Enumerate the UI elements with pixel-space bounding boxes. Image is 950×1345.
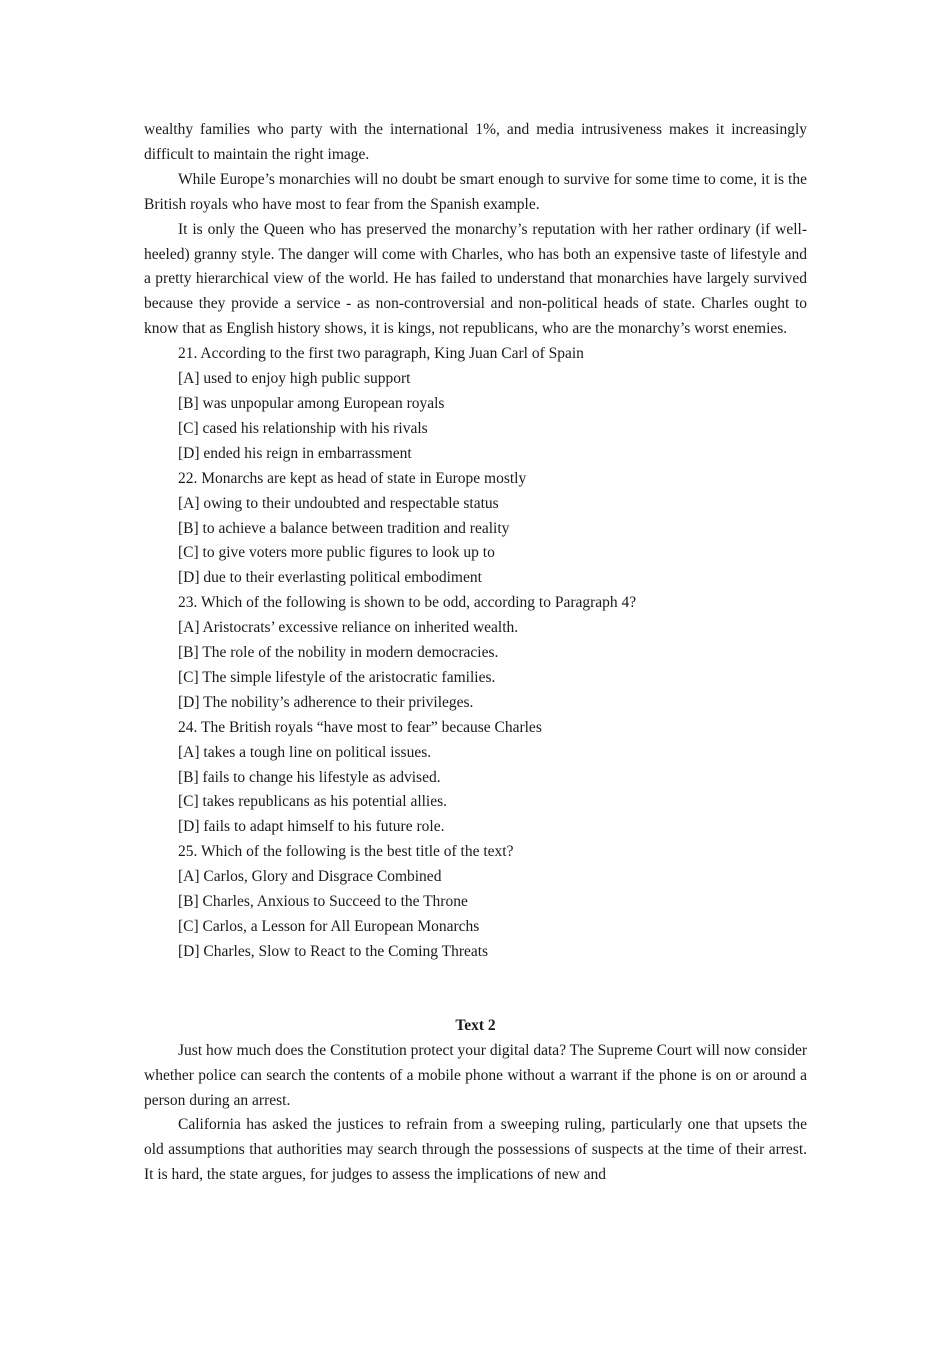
- question-option: [D] The nobility’s adherence to their privileges.: [178, 693, 474, 711]
- question-stem: 23. Which of the following is shown to be odd, according to Paragraph 4?: [178, 594, 637, 612]
- document-page: [144, 118, 807, 1188]
- text2-paragraph-2: California has asked the justices to refrain from a sweeping ruling, particularly one that upsets the old assumptions that authorities may search through the possessions of suspects at the time of their arrest. It is hard, the state argues, for judges to assess the implications of new and: [144, 1116, 807, 1184]
- text2-paragraph-1: Just how much does the Constitution protect your digital data? The Supreme Court will now consider whether police can search the contents of a mobile phone without a warrant if the phone is on or around a person during an arrest.: [144, 1041, 807, 1109]
- text1-paragraph-2: While Europe’s monarchies will no doubt be smart enough to survive for some time to come, it is the British royals who have most to fear from the Spanish example.: [144, 170, 807, 213]
- section-spacer: [144, 965, 807, 1014]
- question-24: [144, 716, 807, 841]
- question-option: [D] fails to adapt himself to his future role.: [178, 818, 445, 836]
- question-stem: 21. According to the first two paragraph, King Juan Carl of Spain: [178, 345, 584, 363]
- text1-paragraph-3: It is only the Queen who has preserved the monarchy’s reputation with her rather ordinary (if well-heeled) granny style. The danger will come with Charles, who has both an expensive taste of lifestyle and a pretty hierarchical view of the world. He has failed to understand that monarchies have largely survived because they provide a service - as non-controversial and non-political heads of state. Charles ought to know that as English history shows, it is kings, not republicans, who are the monarchy’s worst enemies.: [144, 220, 807, 338]
- question-stem: 22. Monarchs are kept as head of state in Europe mostly: [178, 469, 527, 487]
- question-option: [D] Charles, Slow to React to the Coming Threats: [178, 942, 489, 960]
- question-option: [A] Carlos, Glory and Disgrace Combined: [178, 868, 442, 886]
- text1-paragraph-1: wealthy families who party with the international 1%, and media intrusiveness makes it increasingly difficult to maintain the right image.: [144, 121, 807, 163]
- question-option: [C] The simple lifestyle of the aristocratic families.: [178, 668, 496, 686]
- question-option: [B] was unpopular among European royals: [178, 394, 445, 412]
- question-option: [B] fails to change his lifestyle as advised.: [178, 768, 441, 786]
- question-option: [B] to achieve a balance between tradition and reality: [178, 519, 510, 537]
- question-option: [D] due to their everlasting political embodiment: [178, 569, 482, 587]
- question-option: [A] used to enjoy high public support: [178, 370, 411, 388]
- question-option: [C] takes republicans as his potential allies.: [178, 793, 448, 811]
- question-option: [C] cased his relationship with his rivals: [178, 419, 428, 437]
- question-option: [A] takes a tough line on political issues.: [178, 743, 432, 761]
- question-21: [144, 342, 807, 467]
- question-option: [C] to give voters more public figures to look up to: [178, 544, 495, 562]
- question-option: [A] Aristocrats’ excessive reliance on inherited wealth.: [178, 619, 519, 637]
- question-25: [144, 840, 807, 965]
- question-option: [B] Charles, Anxious to Succeed to the Throne: [178, 893, 468, 911]
- question-option: [B] The role of the nobility in modern democracies.: [178, 644, 499, 662]
- question-22: [144, 467, 807, 592]
- question-option: [A] owing to their undoubted and respectable status: [178, 494, 499, 512]
- question-stem: 25. Which of the following is the best title of the text?: [178, 843, 514, 861]
- question-stem: 24. The British royals “have most to fear” because Charles: [178, 718, 542, 736]
- section-heading: Text 2: [455, 1016, 496, 1034]
- question-option: [C] Carlos, a Lesson for All European Monarchs: [178, 918, 480, 935]
- question-option: [D] ended his reign in embarrassment: [178, 444, 412, 462]
- question-23: [144, 591, 807, 716]
